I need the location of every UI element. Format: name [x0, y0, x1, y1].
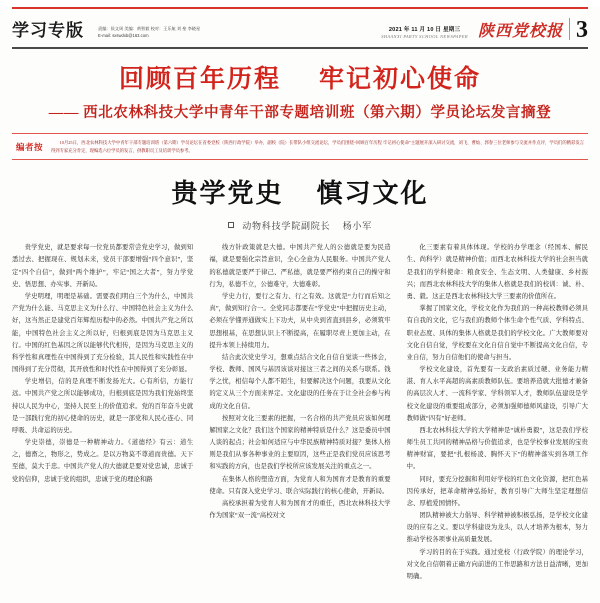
- masthead: [0, 9, 600, 45]
- sub-headline: —— 西北农林科技大学中青年干部专题培训班（第六期）学员论坛发言摘登: [48, 105, 552, 121]
- newspaper-page: [0, 7, 600, 603]
- paragraph: 线方针政策就是大德。中国共产党人的公德就是要为民造福，就是要强化宗旨意识，全心全意为人民服务。中国共产党人的私德就是要严于律己、严私德，就是要严格约束自己的操守和行为，私德不立，公德难守，大德难彰。: [209, 244, 391, 288]
- paragraph: 高校承担着为党育人和为国育才的重任，西北农林科技大学作为国家“双一流”高校对文: [209, 499, 391, 520]
- main-headline: [0, 59, 600, 95]
- article-columns: [12, 242, 588, 603]
- paragraph: 学史力行，要行之有力、行之有效。这就是“力行而后知之真”，做到知行合一。全党同志都要在“学党史”中把握历史主动，必须在学懂弄通做实上下功夫，从中央到省直到县乡，必须筑牢思想根基，在思想认识上不断提高，在履职尽责上更加主动，在提升本领上持续用力。: [209, 293, 391, 349]
- article-title-part-2: 慎习文化: [316, 179, 429, 209]
- byline-role: 动物科技学院副院长: [242, 221, 331, 232]
- section-title: 学习专版: [12, 21, 84, 40]
- paragraph: 在集体人格的塑造方面，为党育人和为国育才是教育的重要使命。只有深入党史学习、联合实际践行的核心使命，开新局。: [209, 475, 391, 495]
- headline-part-1: 回顾百年历程: [119, 65, 282, 93]
- paragraph: 学习的目的在于实践。通过党校（行政学院）的理论学习，对文化自信朝着正确方向前进的工作思路和方法日益清晰，更加明确。: [406, 548, 588, 580]
- paragraph: 同时，要充分挖掘和利用好学校的红色文化资源，把红色基因传承好，把革命精神弘扬好，教育引导广大师生坚定理想信念、厚植爱国情怀。: [406, 475, 588, 507]
- paragraph: 掌握了国家文化，学校文化作为我们的一种高校教师必须具有自我的文化，它与我们的教师个体生命个性气质、学科特点、职业态度、具体的集体人格就是我们的学校文化。广大教师要对文化自信自觉，学校要在文化自信自觉中不断提高文化自信，专业自信，努力自信他们的使命与担当。: [406, 305, 588, 361]
- publication-date: 2021 年 11 月 10 日 星期三: [388, 27, 461, 33]
- article-byline: [0, 219, 600, 232]
- editor-note-badge: 编者按: [16, 142, 44, 152]
- headline-part-2: 牢记初心使命: [318, 65, 481, 93]
- paper-nameplate: 陕西党校报: [477, 23, 563, 40]
- paragraph: 化三要素有着具体体现。学校的办学理念（经国本、解民生、尚科学）就是精神价值；而西北农林科技大学的社会担当就是我们的学科使命：粮食安全、生态文明、人类健康、乡村振兴；而西北农林科技大学的集体人格就是我们的校训：诚、朴、勇、毅。这正是西北农林科技大学三要素的价值所在。: [406, 244, 588, 300]
- credit-line-email: E-mail: sxswdxb@163.com: [98, 32, 149, 38]
- paragraph: 按照对文化三要素的把握，一名合格的共产党员应该如何理解国家之文化？我们这个国家的精神特质是什么？这是委员中国人谈的起点；社会如何适应与中华民族精神特质对接？集体人格则是我们从事各种事业的主要原因，这些正是我们党员应该思考和实践的方向，也是我们学校所应该发展关注的重点之一。: [209, 414, 391, 471]
- article-column-3: [407, 242, 588, 603]
- editor-note: [12, 133, 588, 160]
- paragraph: 团队精神被大力倡导、科学精神被积极弘扬，是学校文化建设的应有之义。要以学科建设为龙头，以人才培养为根本，努力推动学校各项事业高质量发展。: [406, 512, 588, 544]
- square-bullet-icon: [228, 222, 234, 228]
- article-column-1: [12, 242, 193, 603]
- page-number: 3: [576, 17, 588, 43]
- article-column-2: [209, 242, 390, 603]
- paragraph: 学史崇德，崇德是一种精神动力。《道德经》有云：道生之，德畜之，物形之，势成之。是以万物莫不尊道而贵德。天下至德，莫大于忠。中国共产党人的大德就是要对党忠诚，忠诚于党的信仰，忠诚于党的组织，忠诚于党的理论和路: [12, 439, 194, 483]
- masthead-divider: [569, 18, 570, 40]
- masthead-bottom-rule: [12, 47, 588, 49]
- credit-line-editors: 责编：侯文周 美编：黄智毅 校对：王乐航 刘 垒 李晓星: [98, 26, 201, 31]
- paragraph: 贵学党史，就是要求每一位党员都要常尝党史学习，做到知悉过去、把握现在、规划未来，党员干部要增强“四个意识”，坚定“四个自信”，做到“两个维护”，牢记“国之大者”，努力学党史、悟思想、办实事、开新局。: [12, 244, 194, 288]
- article-title: [0, 173, 600, 210]
- paragraph: 结合此次党史学习，想重点结合文化自信自觉谈一些体会，学校、教师、国风与基因该谈对接这三者之间的关系与联系。钱学之忧，相信每个人都不陌生，但要解决这个问题，我要从文化的定义从三个方面来界定。文化建设的任务在于让全社会参与构成的文化自信。: [209, 353, 391, 410]
- paragraph: 学史明理，明理是基础。需要我们明白三个为什么，中国共产党为什么能、马克思主义为什么行、中国特色社会主义为什么好，这当然正是建党百年辉煌历程中的必然。中国共产党之所以能，中国特色社会主义之所以好，归根到底是因为马克思主义行。中国的红色基因之所以能够代代相传，是因为马克思主义的科学性和真理性在中国得到了充分检验，其人民性和实践性在中国得到了充分贯彻，其开放性和时代性在中国得到了充分彰显。: [12, 293, 194, 374]
- publication-date-english: SHAANXI PARTY SCHOOL NEWSPAPER: [381, 34, 468, 39]
- byline-author: 杨小军: [342, 221, 373, 232]
- paragraph: 西北农林科技大学的大学精神是“诚朴勇毅”，这是我们学校师生员工共同的精神品格与价值追求，也是学校事业发展的宝贵精神财富，要把“扎根杨凌、胸怀天下”的精神落实到各项工作中。: [406, 426, 588, 471]
- masthead-date-block: [381, 25, 468, 42]
- masthead-credits: [98, 26, 200, 42]
- editor-note-text: 10月25日，西北农林科技大学中青年干部专题培训班（第六期）学员论坛在省委党校（陕西行政学院）举办，副校（院）长带队小组交流论坛，学员们围绕“回顾百年历程 牢记初心使命”主题展开深入研讨交流，刘飞、曹灿、郭春三位老师参与交流并作点评，学员们的精彩发言得到专家充分肯定，现编选六位学员的发言，供教职员工及培训学员参考。: [51, 140, 584, 154]
- paragraph: 学校文化建设，首先要有一支政治素质过硬、业务能力精湛、育人水平高超的高素质教师队伍。要培养造就大批德才兼备的高层次人才、一流科学家、学科领军人才，教师队伍建设是学校文化建设的重要组成部分，必须加强师德师风建设，引导广大教师做“四有”好老师。: [406, 366, 588, 422]
- paragraph: 学史增信，信的是真理不断发扬光大。心有所信，方能行远。中国共产党之所以能够成功，归根到底是因为我们党始终坚持以人民为中心，坚持人民至上的价值追求。党的百年奋斗史就是一部践行党的初心使命的历史，就是一部党和人民心连心、同呼吸、共命运的历史。: [12, 378, 194, 434]
- article-title-part-1: 贵学党史: [171, 179, 284, 209]
